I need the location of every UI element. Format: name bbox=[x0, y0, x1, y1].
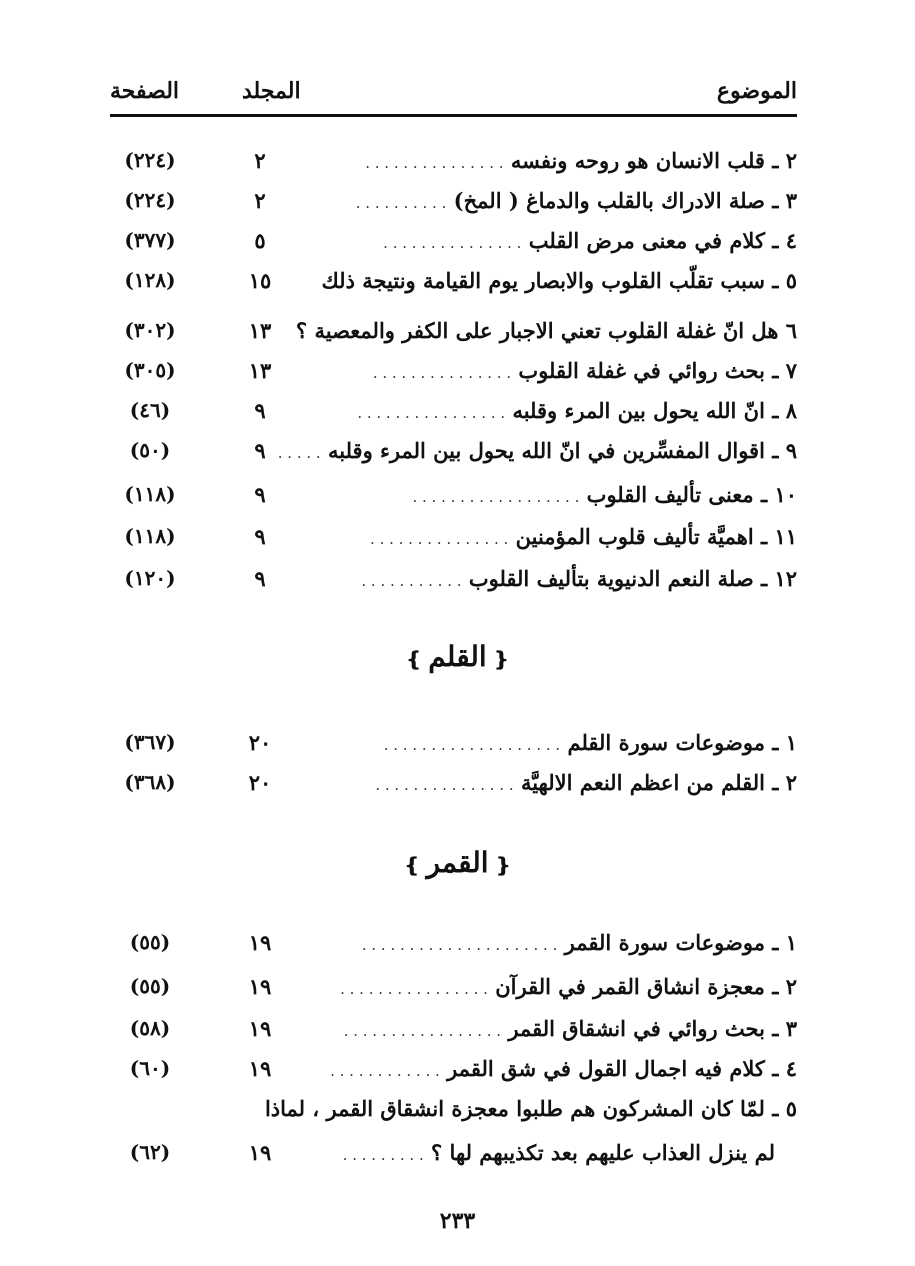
toc-row bbox=[110, 358, 797, 392]
toc-row bbox=[110, 566, 797, 600]
toc-page-ref: (٥٨) bbox=[129, 1016, 171, 1040]
toc-topic: ١ ـ موضوعات سورة القمر . . . . . . . . . . . . . . . . . . . . . bbox=[361, 930, 797, 955]
toc-topic: ٢ ـ القلم من اعظم النعم الالهيَّة . . . . . . . . . . . . . . . bbox=[375, 770, 797, 795]
toc-page-ref: (٣٠٥) bbox=[124, 358, 176, 382]
ornament-icon: ❴ bbox=[492, 647, 510, 671]
toc-volume: ٢٠ bbox=[248, 770, 272, 795]
toc-page-ref: (١٢٠) bbox=[124, 566, 176, 590]
toc-topic: ١٢ ـ صلة النعم الدنيوية بتأليف القلوب . . . . . . . . . . . bbox=[361, 566, 797, 591]
toc-volume: ١٣ bbox=[248, 318, 272, 343]
toc-topic: ٢ ـ قلب الانسان هو روحه ونفسه . . . . . . . . . . . . . . . bbox=[365, 148, 797, 173]
toc-topic: ٤ ـ كلام فيه اجمال القول في شق القمر . . . . . . . . . . . . bbox=[330, 1056, 797, 1081]
toc-row bbox=[110, 1056, 797, 1090]
toc-topic: ٧ ـ بحث روائي في غفلة القلوب . . . . . . . . . . . . . . . bbox=[372, 358, 797, 383]
toc-volume: ٩ bbox=[254, 398, 266, 423]
table-header bbox=[110, 78, 797, 114]
toc-row bbox=[110, 974, 797, 1008]
toc-topic: ١ ـ موضوعات سورة القلم . . . . . . . . . . . . . . . . . . . bbox=[383, 730, 797, 755]
toc-page-ref: (٥٠) bbox=[129, 438, 171, 462]
toc-volume: ١٣ bbox=[248, 358, 272, 383]
toc-row bbox=[110, 1016, 797, 1050]
toc-row bbox=[110, 318, 797, 352]
toc-row bbox=[110, 482, 797, 516]
toc-row bbox=[110, 398, 797, 432]
ornament-icon: ❵ bbox=[403, 853, 421, 877]
toc-page-ref: (٤٦) bbox=[129, 398, 171, 422]
toc-page-ref: (٢٢٤) bbox=[124, 188, 176, 212]
toc-page-ref: (٣٦٨) bbox=[124, 770, 176, 794]
toc-volume: ١٥ bbox=[248, 268, 272, 293]
page-number: ٢٣٣ bbox=[439, 1208, 476, 1234]
toc-volume: ١٩ bbox=[248, 1056, 272, 1081]
toc-topic: ٤ ـ كلام في معنى مرض القلب . . . . . . . . . . . . . . . bbox=[383, 228, 797, 253]
toc-row bbox=[110, 524, 797, 558]
header-volume: المجلد bbox=[242, 78, 301, 104]
toc-topic: ١٠ ـ معنى تأليف القلوب . . . . . . . . . . . . . . . . . . bbox=[412, 482, 797, 507]
toc-row bbox=[110, 228, 797, 262]
section-title-pen: ❴القلم❵ bbox=[0, 640, 915, 673]
toc-topic: ١١ ـ اهميَّة تأليف قلوب المؤمنين . . . . . . . . . . . . . . . bbox=[370, 524, 797, 549]
toc-topic: ٥ ـ لمّا كان المشركون هم طلبوا معجزة انشقاق القمر ، لماذا bbox=[264, 1096, 797, 1121]
toc-row bbox=[110, 770, 797, 804]
section-title-moon: ❴القمر❵ bbox=[0, 846, 915, 879]
toc-row bbox=[110, 188, 797, 222]
toc-page-ref: (١٢٨) bbox=[124, 268, 176, 292]
toc-row bbox=[110, 148, 797, 182]
ornament-icon: ❴ bbox=[494, 853, 512, 877]
header-rule bbox=[110, 114, 797, 117]
toc-page-ref: (٣٧٧) bbox=[124, 228, 176, 252]
toc-page-ref: (٦٠) bbox=[129, 1056, 171, 1080]
toc-page-ref: (٦٢) bbox=[129, 1140, 171, 1164]
toc-volume: ١٩ bbox=[248, 1016, 272, 1041]
toc-topic: ٦ هل انّ غفلة القلوب تعني الاجبار على الكفر والمعصية ؟ bbox=[296, 318, 797, 343]
toc-row bbox=[110, 1096, 797, 1130]
toc-page-ref: (٥٥) bbox=[129, 930, 171, 954]
toc-row bbox=[110, 1140, 775, 1174]
header-page: الصفحة bbox=[110, 78, 180, 104]
toc-page-ref: (١١٨) bbox=[124, 482, 176, 506]
toc-volume: ٢ bbox=[254, 148, 266, 173]
toc-page-ref: (٣٠٢) bbox=[124, 318, 176, 342]
toc-topic: ٥ ـ سبب تقلّب القلوب والابصار يوم القيامة ونتيجة ذلك bbox=[321, 268, 797, 293]
toc-volume: ٩ bbox=[254, 438, 266, 463]
toc-topic: ٣ ـ صلة الادراك بالقلب والدماغ ( المخ) . . . . . . . . . . bbox=[355, 188, 797, 213]
toc-volume: ١٩ bbox=[248, 1140, 272, 1165]
toc-topic: ٣ ـ بحث روائي في انشقاق القمر . . . . . . . . . . . . . . . . . bbox=[343, 1016, 797, 1041]
toc-page-ref: (٢٢٤) bbox=[124, 148, 176, 172]
toc-volume: ١٩ bbox=[248, 930, 272, 955]
toc-page-ref: (٥٥) bbox=[129, 974, 171, 998]
toc-topic: ٢ ـ معجزة انشاق القمر في القرآن . . . . . . . . . . . . . . . . bbox=[340, 974, 797, 999]
toc-row bbox=[110, 438, 797, 472]
toc-volume: ١٩ bbox=[248, 974, 272, 999]
toc-page-ref: (٣٦٧) bbox=[124, 730, 176, 754]
toc-topic: لم ينزل العذاب عليهم بعد تكذيبهم لها ؟ . . . . . . . . . bbox=[342, 1140, 775, 1165]
toc-volume: ٥ bbox=[254, 228, 266, 253]
toc-volume: ٢ bbox=[254, 188, 266, 213]
toc-row bbox=[110, 730, 797, 764]
toc-volume: ٩ bbox=[254, 566, 266, 591]
toc-volume: ٩ bbox=[254, 482, 266, 507]
ornament-icon: ❵ bbox=[405, 647, 423, 671]
toc-topic: ٩ ـ اقوال المفسِّرين في انّ الله يحول بين المرء وقلبه . . . . . bbox=[277, 438, 797, 463]
toc-row bbox=[110, 268, 797, 302]
toc-page-ref: (١١٨) bbox=[124, 524, 176, 548]
toc-topic: ٨ ـ انّ الله يحول بين المرء وقلبه . . . . . . . . . . . . . . . . bbox=[357, 398, 797, 423]
toc-row bbox=[110, 930, 797, 964]
toc-volume: ٩ bbox=[254, 524, 266, 549]
header-topic: الموضوع bbox=[716, 78, 797, 104]
toc-volume: ٢٠ bbox=[248, 730, 272, 755]
